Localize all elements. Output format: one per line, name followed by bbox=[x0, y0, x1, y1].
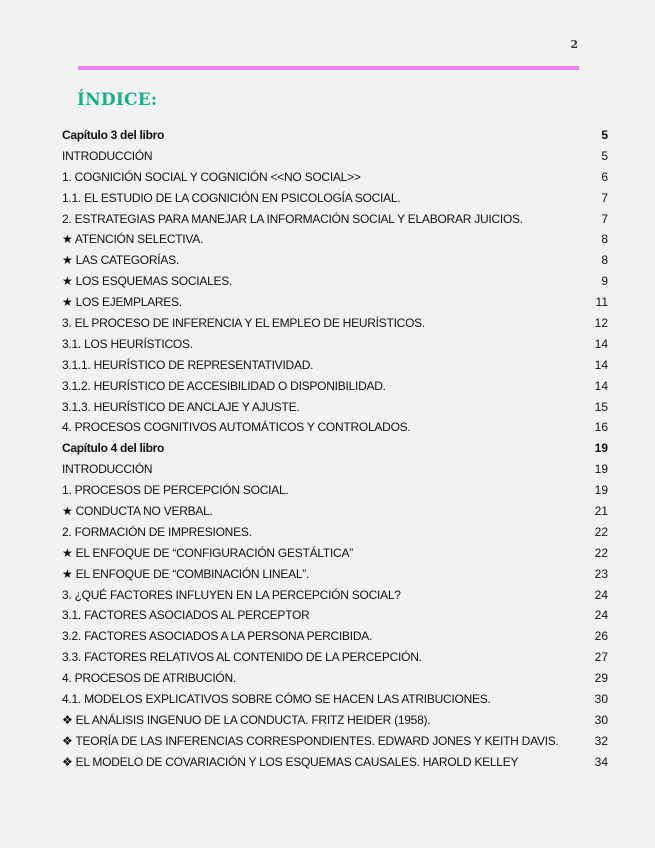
toc-entry-title: 1.1. EL ESTUDIO DE LA COGNICIÓN EN PSICOLOGÍA SOCIAL. bbox=[62, 190, 401, 205]
toc-entry-page-number: 30 bbox=[594, 712, 608, 727]
toc-entry[interactable] bbox=[62, 501, 608, 522]
toc-entry[interactable] bbox=[62, 146, 608, 167]
toc-entry[interactable] bbox=[62, 209, 608, 230]
toc-entry-title: ★ LOS ESQUEMAS SOCIALES. bbox=[62, 274, 233, 289]
toc-entry-page-number: 11 bbox=[595, 295, 608, 310]
toc-entry-page-number: 7 bbox=[601, 190, 608, 205]
toc-entry-title: ★ EL ENFOQUE DE “COMBINACIÓN LINEAL”. bbox=[62, 566, 310, 581]
toc-entry-page-number: 8 bbox=[601, 232, 608, 247]
toc-entry[interactable] bbox=[62, 585, 608, 606]
header-accent-rule bbox=[78, 66, 579, 70]
toc-entry-title: 3.1. LOS HEURÍSTICOS. bbox=[62, 336, 193, 351]
table-of-contents bbox=[62, 125, 608, 773]
toc-entry-page-number: 19 bbox=[594, 483, 608, 498]
toc-entry-page-number: 6 bbox=[601, 169, 608, 184]
toc-entry-title: 3.1.1. HEURÍSTICO DE REPRESENTATIVIDAD. bbox=[62, 357, 314, 372]
toc-entry-page-number: 14 bbox=[594, 378, 608, 393]
toc-entry[interactable] bbox=[62, 271, 608, 292]
toc-entry[interactable] bbox=[62, 480, 608, 501]
toc-entry-title: 1. PROCESOS DE PERCEPCIÓN SOCIAL. bbox=[62, 483, 289, 498]
toc-entry[interactable] bbox=[62, 522, 608, 543]
toc-entry[interactable] bbox=[62, 752, 608, 773]
toc-entry-title: ❖ EL MODELO DE COVARIACIÓN Y LOS ESQUEMAS CAUSALES. HAROLD KELLEY bbox=[62, 754, 519, 769]
toc-entry-title: 3.1.2. HEURÍSTICO DE ACCESIBILIDAD O DISPONIBILIDAD. bbox=[62, 378, 386, 393]
toc-entry-title: ❖ EL ANÁLISIS INGENUO DE LA CONDUCTA. FRITZ HEIDER (1958). bbox=[62, 712, 431, 727]
toc-entry[interactable] bbox=[62, 647, 608, 668]
toc-entry-page-number: 19 bbox=[594, 441, 608, 456]
toc-entry[interactable] bbox=[62, 710, 608, 731]
toc-entry[interactable] bbox=[62, 188, 608, 209]
toc-entry[interactable] bbox=[62, 668, 608, 689]
toc-entry[interactable] bbox=[62, 397, 608, 418]
toc-entry-page-number: 9 bbox=[601, 274, 608, 289]
toc-entry-title: ★ ATENCIÓN SELECTIVA. bbox=[62, 232, 204, 247]
toc-entry[interactable] bbox=[62, 167, 608, 188]
toc-entry-page-number: 7 bbox=[601, 211, 608, 226]
toc-entry-page-number: 5 bbox=[601, 148, 608, 163]
toc-chapter-heading[interactable] bbox=[62, 438, 608, 459]
toc-entry-title: 3.2. FACTORES ASOCIADOS A LA PERSONA PERCIBIDA. bbox=[62, 629, 373, 644]
toc-entry-title: 3.3. FACTORES RELATIVOS AL CONTENIDO DE LA PERCEPCIÓN. bbox=[62, 650, 422, 665]
toc-entry-page-number: 12 bbox=[594, 316, 608, 331]
toc-entry-page-number: 8 bbox=[601, 253, 608, 268]
toc-entry-page-number: 5 bbox=[601, 128, 608, 142]
toc-entry[interactable] bbox=[62, 459, 608, 480]
toc-entry-page-number: 19 bbox=[594, 462, 608, 477]
toc-entry-title: 3. ¿QUÉ FACTORES INFLUYEN EN LA PERCEPCIÓN SOCIAL? bbox=[62, 587, 401, 602]
toc-entry-page-number: 14 bbox=[594, 336, 608, 351]
toc-entry[interactable] bbox=[62, 731, 608, 752]
toc-entry-title: ★ EL ENFOQUE DE “CONFIGURACIÓN GESTÁLTICA” bbox=[62, 545, 353, 560]
toc-chapter-heading[interactable] bbox=[62, 125, 608, 146]
toc-entry-title: 3.1.3. HEURÍSTICO DE ANCLAJE Y AJUSTE. bbox=[62, 399, 300, 414]
toc-entry-title: ★ LAS CATEGORÍAS. bbox=[62, 253, 179, 268]
toc-entry-title: Capítulo 3 del libro bbox=[62, 128, 165, 142]
toc-entry-page-number: 30 bbox=[594, 692, 608, 707]
toc-entry-title: Capítulo 4 del libro bbox=[62, 441, 165, 456]
toc-entry-title: 4. PROCESOS DE ATRIBUCIÓN. bbox=[62, 671, 236, 686]
toc-entry-title: 4.1. MODELOS EXPLICATIVOS SOBRE CÓMO SE HACEN LAS ATRIBUCIONES. bbox=[62, 692, 491, 707]
toc-entry[interactable] bbox=[62, 334, 608, 355]
toc-entry[interactable] bbox=[62, 543, 608, 564]
toc-entry-title: 3.1. FACTORES ASOCIADOS AL PERCEPTOR bbox=[62, 608, 310, 623]
toc-entry[interactable] bbox=[62, 292, 608, 313]
toc-entry-title: 3. EL PROCESO DE INFERENCIA Y EL EMPLEO DE HEURÍSTICOS. bbox=[62, 316, 426, 331]
toc-entry[interactable] bbox=[62, 355, 608, 376]
toc-entry-title: ❖ TEORÍA DE LAS INFERENCIAS CORRESPONDIENTES. EDWARD JONES Y KEITH DAVIS. bbox=[62, 733, 559, 748]
toc-entry-page-number: 22 bbox=[594, 524, 608, 539]
toc-entry-title: INTRODUCCIÓN bbox=[62, 148, 153, 163]
toc-entry-page-number: 22 bbox=[594, 545, 608, 560]
toc-entry[interactable] bbox=[62, 313, 608, 334]
toc-entry-title: INTRODUCCIÓN bbox=[62, 462, 153, 477]
toc-entry-page-number: 32 bbox=[594, 733, 608, 748]
toc-entry[interactable] bbox=[62, 250, 608, 271]
toc-entry-page-number: 21 bbox=[594, 504, 608, 519]
toc-entry-title: 2. FORMACIÓN DE IMPRESIONES. bbox=[62, 524, 252, 539]
toc-entry[interactable] bbox=[62, 229, 608, 250]
toc-entry[interactable] bbox=[62, 564, 608, 585]
toc-entry-page-number: 29 bbox=[594, 671, 608, 686]
toc-entry[interactable] bbox=[62, 605, 608, 626]
page-number: 2 bbox=[570, 38, 578, 51]
toc-entry-title: 1. COGNICIÓN SOCIAL Y COGNICIÓN <<NO SOCIAL>> bbox=[62, 169, 361, 184]
index-title: ÍNDICE: bbox=[77, 90, 158, 110]
toc-entry-page-number: 26 bbox=[594, 629, 608, 644]
toc-entry[interactable] bbox=[62, 626, 608, 647]
toc-entry[interactable] bbox=[62, 376, 608, 397]
toc-entry-page-number: 14 bbox=[594, 357, 608, 372]
toc-entry-page-number: 27 bbox=[594, 650, 608, 665]
toc-entry-title: ★ LOS EJEMPLARES. bbox=[62, 295, 182, 310]
toc-entry-page-number: 24 bbox=[594, 608, 608, 623]
toc-entry-page-number: 15 bbox=[594, 399, 608, 414]
toc-entry[interactable] bbox=[62, 689, 608, 710]
toc-entry-title: 2. ESTRATEGIAS PARA MANEJAR LA INFORMACIÓN SOCIAL Y ELABORAR JUICIOS. bbox=[62, 211, 523, 226]
toc-entry-page-number: 24 bbox=[594, 587, 608, 602]
toc-entry-page-number: 34 bbox=[594, 754, 608, 769]
toc-entry-title: ★ CONDUCTA NO VERBAL. bbox=[62, 504, 213, 519]
toc-entry-page-number: 16 bbox=[594, 420, 608, 435]
toc-entry[interactable] bbox=[62, 417, 608, 438]
toc-entry-page-number: 23 bbox=[594, 566, 608, 581]
toc-entry-title: 4. PROCESOS COGNITIVOS AUTOMÁTICOS Y CONTROLADOS. bbox=[62, 420, 411, 435]
